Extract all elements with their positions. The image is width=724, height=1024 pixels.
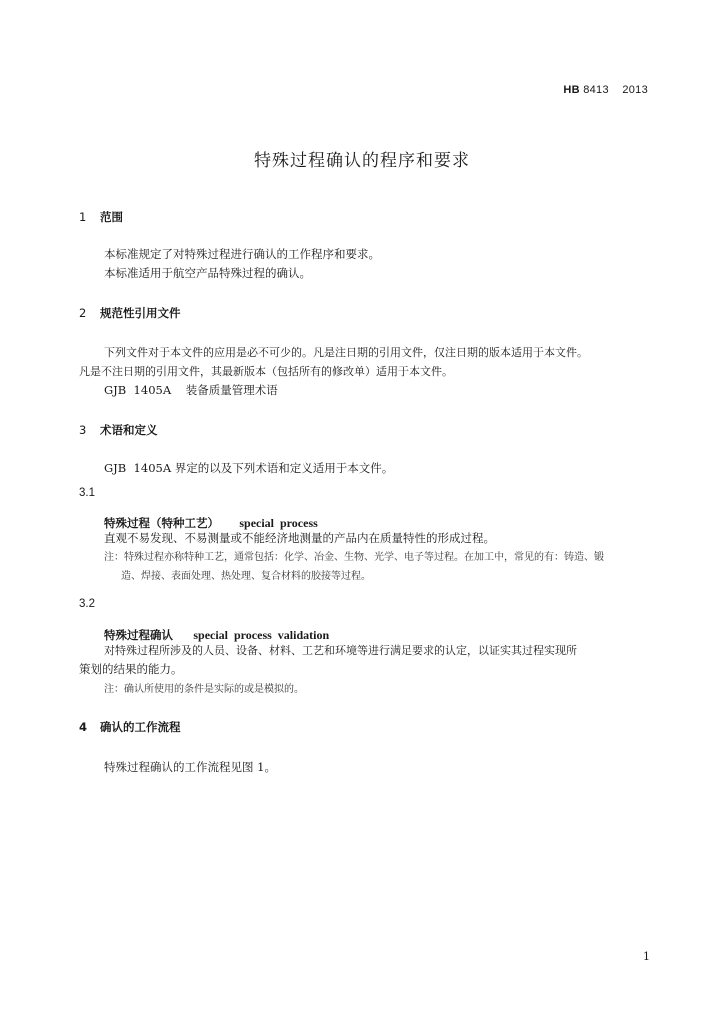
section-2-line-2: 凡是不注日期的引用文件，其最新版本（包括所有的修改单）适用于本文件。: [79, 365, 453, 378]
term-3-1: [104, 512, 318, 531]
section-title: 术语和定义: [100, 423, 158, 437]
section-number: 4: [79, 720, 88, 734]
term-en: special process validation: [193, 628, 330, 642]
term-3-2: [104, 624, 329, 643]
definition-3-2-line-2: 策划的结果的能力。: [79, 662, 183, 676]
section-3-heading: [79, 422, 158, 438]
section-3-intro: GJB 1405A 界定的以及下列术语和定义适用于本文件。: [104, 461, 394, 475]
subsection-3-2-number: 3.2: [79, 598, 95, 610]
term-zh: 特殊过程（特种工艺）: [104, 516, 219, 530]
section-4-line: 特殊过程确认的工作流程见图 1。: [104, 760, 276, 774]
standard-id: 8413: [583, 84, 609, 96]
section-number: 3: [79, 423, 87, 437]
term-zh: 特殊过程确认: [104, 628, 173, 642]
reference-gjb-1405a: GJB 1405A 装备质量管理术语: [104, 383, 278, 397]
page-number: 1: [643, 950, 650, 963]
note-3-1-line-1: 注：特殊过程亦称特种工艺，通常包括：化学、冶金、生物、光学、电子等过程。在加工中，常见的有：铸造、锻: [104, 552, 604, 563]
standard-number: [563, 84, 648, 96]
standard-year: 2013: [622, 84, 648, 96]
section-number: 1: [79, 210, 87, 224]
document-title: 特殊过程确认的程序和要求: [254, 151, 470, 171]
term-en: special process: [239, 516, 318, 530]
section-1-heading: [79, 209, 123, 225]
note-3-1-line-2: 造、焊接、表面处理、热处理、复合材料的胶接等过程。: [121, 571, 371, 582]
section-1-line-1: 本标准规定了对特殊过程进行确认的工作程序和要求。: [104, 247, 380, 261]
section-4-heading: [79, 719, 181, 735]
section-title: 规范性引用文件: [100, 306, 181, 320]
note-3-2: 注：确认所使用的条件是实际的或是模拟的。: [104, 684, 304, 695]
definition-3-1: 直观不易发现、不易测量或不能经济地测量的产品内在质量特性的形成过程。: [104, 531, 495, 545]
standard-code: HB: [563, 84, 580, 96]
section-title: 范围: [100, 210, 123, 224]
section-2-heading: [79, 305, 181, 321]
subsection-3-1-number: 3.1: [79, 487, 95, 499]
section-number: 2: [79, 306, 87, 320]
definition-3-2-line-1: 对特殊过程所涉及的人员、设备、材料、工艺和环境等进行满足要求的认定，以证实其过程实现所: [104, 644, 577, 657]
section-1-line-2: 本标准适用于航空产品特殊过程的确认。: [104, 266, 311, 280]
section-title: 确认的工作流程: [100, 720, 181, 734]
section-2-line-1: 下列文件对于本文件的应用是必不可少的。凡是注日期的引用文件，仅注日期的版本适用于本文件。: [104, 346, 588, 359]
